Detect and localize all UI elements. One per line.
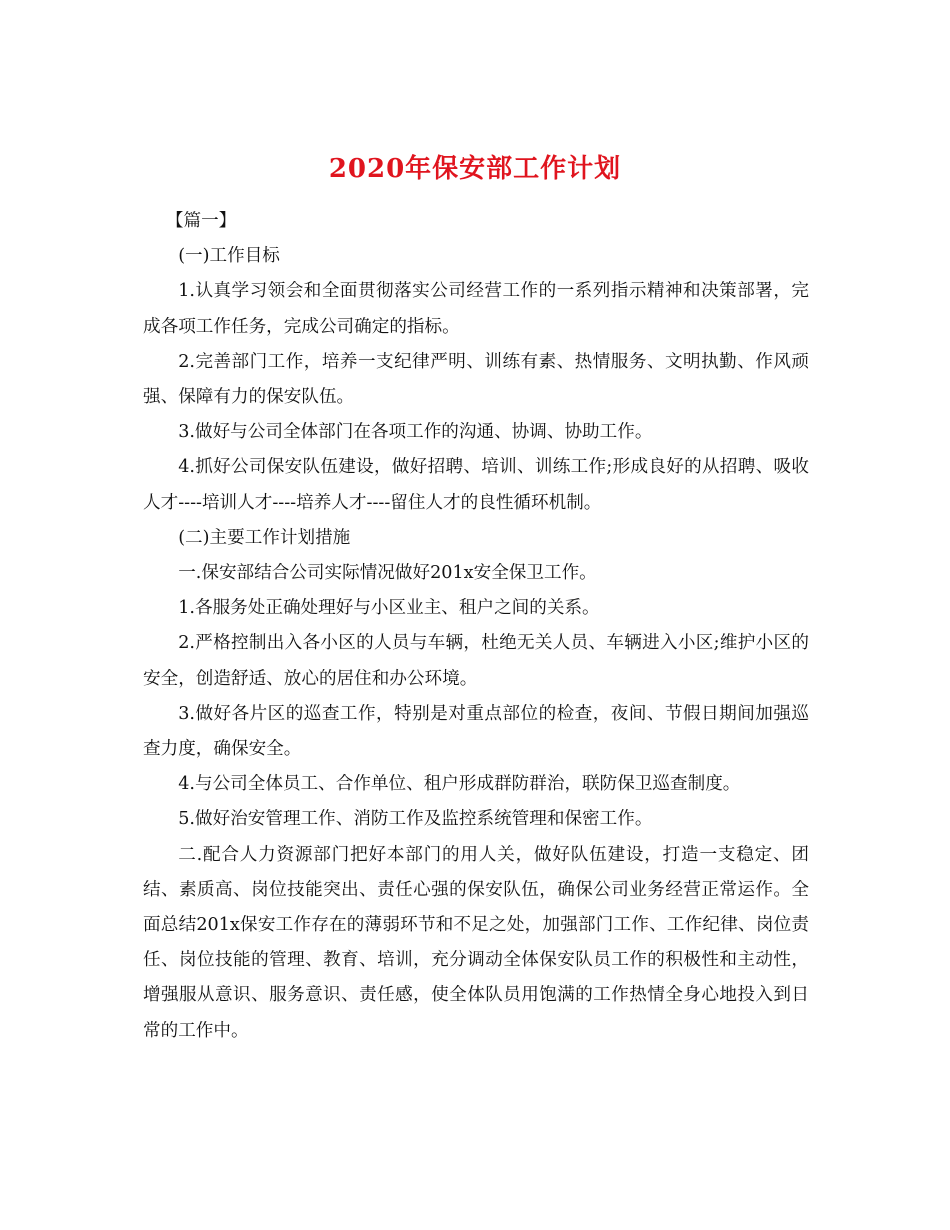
document-body [143,204,809,1049]
paragraph: 5.做好治安管理工作、消防工作及监控系统管理和保密工作。 [178,809,653,830]
paragraph: 1.各服务处正确处理好与小区业主、租户之间的关系。 [178,598,600,619]
paragraph: 3.做好各片区的巡查工作，特别是对重点部位的检查，夜间、节假日期间加强巡查力度，确保安全。 [143,703,809,760]
paragraph: 2.严格控制出入各小区的人员与车辆，杜绝无关人员、车辆进入小区;维护小区的安全，创造舒适、放心的居住和办公环境。 [143,633,809,689]
paragraph: 4.抓好公司保安队伍建设，做好招聘、培训、训练工作;形成良好的从招聘、吸收人才----培训人才----培养人才----留住人才的良性循环机制。 [143,457,809,513]
paragraph: (一)工作目标 [178,246,280,267]
section-label: 【篇一】 [165,211,237,231]
paragraph: 1.认真学习领会和全面贯彻落实公司经营工作的一系列指示精神和决策部署，完成各项工作任务，完成公司确定的指标。 [143,281,809,337]
paragraph: 一.保安部结合公司实际情况做好201x安全保卫工作。 [178,563,597,584]
paragraph: 2.完善部门工作，培养一支纪律严明、训练有素、热情服务、文明执勤、作风顽强、保障有力的保安队伍。 [143,351,809,408]
paragraph: 4.与公司全体员工、合作单位、租户形成群防群治，联防保卫巡查制度。 [178,774,741,795]
paragraph: 二.配合人力资源部门把好本部门的用人关，做好队伍建设，打造一支稳定、团结、素质高、岗位技能突出、责任心强的保安队伍，确保公司业务经营正常运作。全面总结201x保安工作存在的薄弱环节和不足之处，加强部门工作、工作纪律、岗位责任、岗位技能的管理、教育、培训，充分调动全体保安队员工作的积极性和主动性，增强服从意识、服务意识、责任感，使全体队员用饱满的工作热情全身心地投入到日常的工作中。 [143,844,809,1041]
paragraph: (二)主要工作计划措施 [178,527,351,548]
paragraph: 3.做好与公司全体部门在各项工作的沟通、协调、协助工作。 [178,422,653,443]
document-title: 2020年保安部工作计划 [328,154,622,185]
